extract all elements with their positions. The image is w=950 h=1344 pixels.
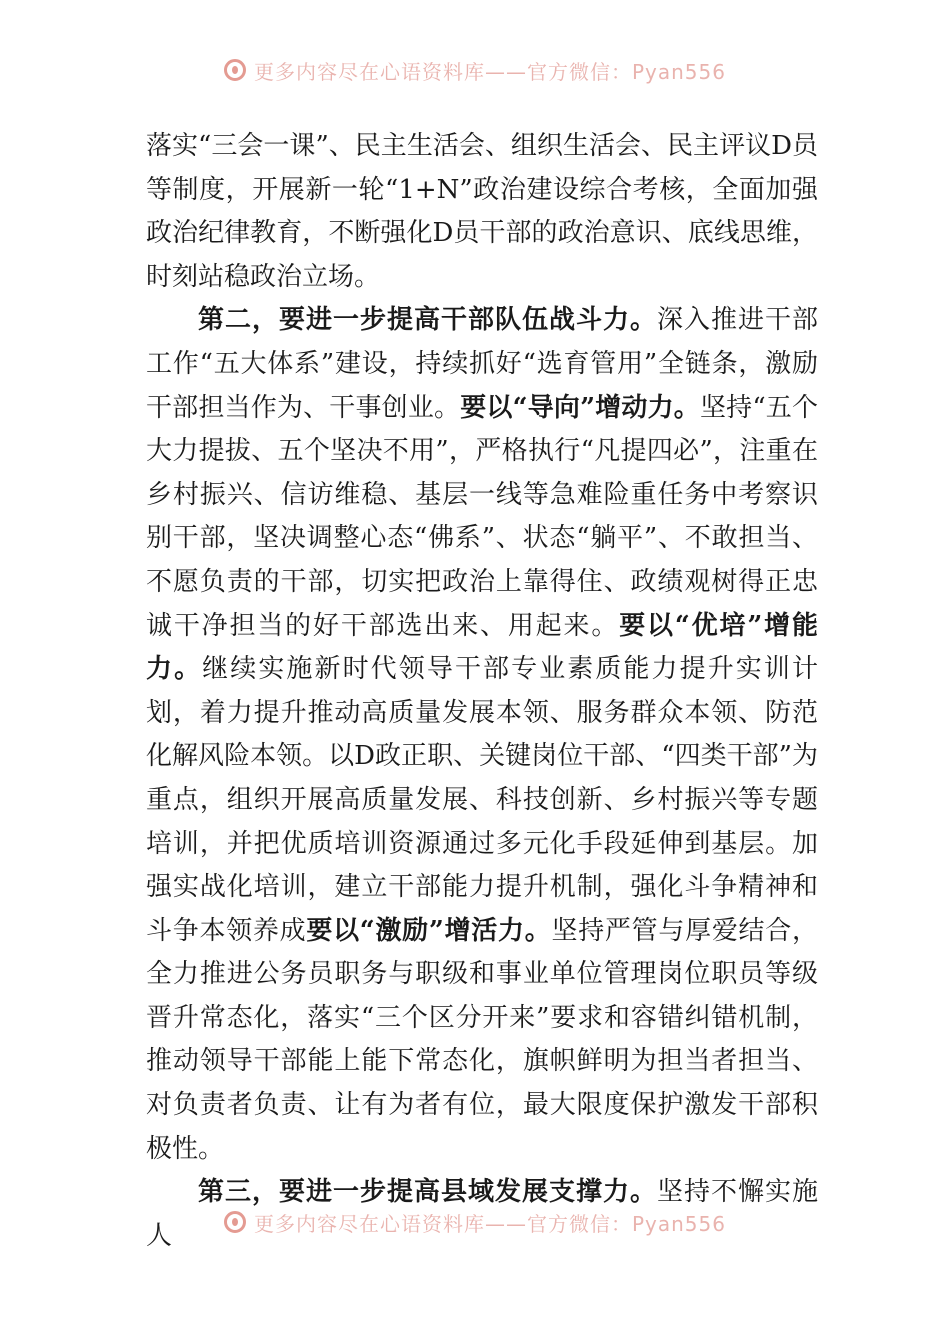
text-run: 坚持不懈实施人 bbox=[146, 1177, 818, 1251]
watermark-text: 更多内容尽在心语资料库——官方微信：Pyan556 bbox=[253, 1211, 726, 1236]
watermark-header bbox=[0, 54, 950, 86]
watermark-footer bbox=[0, 1206, 950, 1238]
subheading: 要以“激励”增活力。 bbox=[306, 915, 552, 946]
watermark-text: 更多内容尽在心语资料库——官方微信：Pyan556 bbox=[253, 59, 726, 84]
section-heading: 第三，要进一步提高县域发展支撑力。 bbox=[198, 1177, 657, 1208]
text-run: 继续实施新时代领导干部专业素质能力提升实训计划，着力提升推动高质量发展本领、服务群众本领、防范化解风险本领。以D政正职、关键岗位干部、“四类干部”为重点，组织开展高质量发展、科技创新、乡村振兴等专题培训，并把优质培训资源通过多元化手段延伸到基层。加强实战化培训，建立干部能力提升机制，强化斗争精神和斗争本领养成 bbox=[146, 654, 818, 946]
logo-icon bbox=[224, 1211, 246, 1233]
paragraph bbox=[146, 125, 818, 299]
subheading: 要以“优培”增能力。 bbox=[146, 610, 818, 685]
section-heading: 第二，要进一步提高干部队伍战斗力。 bbox=[198, 305, 657, 336]
text-run: 坚持“五个大力提拔、五个坚决不用”，严格执行“凡提四必”，注重在乡村振兴、信访维稳、基层一线等急难险重任务中考察识别干部，坚决调整心态“佛系”、状态“躺平”、不敢担当、不愿负责的干部，切实把政治上靠得住、政绩观树得正忠诚干净担当的好干部选出来、用起来。 bbox=[146, 392, 818, 641]
text-run: 深入推进干部工作“五大体系”建设，持续抓好“选育管用”全链条，激励干部担当作为、干事创业。 bbox=[146, 305, 818, 423]
logo-icon bbox=[224, 59, 246, 81]
text-run: 坚持严管与厚爱结合，全力推进公务员职务与职级和事业单位管理岗位职员等级晋升常态化，落实“三个区分开来”要求和容错纠错机制，推动领导干部能上能下常态化，旗帜鲜明为担当者担当、对负责者负责、让有为者有位，最大限度保护激发干部积极性。 bbox=[146, 915, 818, 1164]
paragraph bbox=[146, 299, 818, 1171]
subheading: 要以“导向”增动力。 bbox=[460, 392, 700, 423]
text-run: 落实“三会一课”、民主生活会、组织生活会、民主评议D员等制度，开展新一轮“1+N”政治建设综合考核，全面加强政治纪律教育，不断强化D员干部的政治意识、底线思维，时刻站稳政治立场。 bbox=[146, 131, 818, 292]
document-body bbox=[146, 125, 818, 1258]
